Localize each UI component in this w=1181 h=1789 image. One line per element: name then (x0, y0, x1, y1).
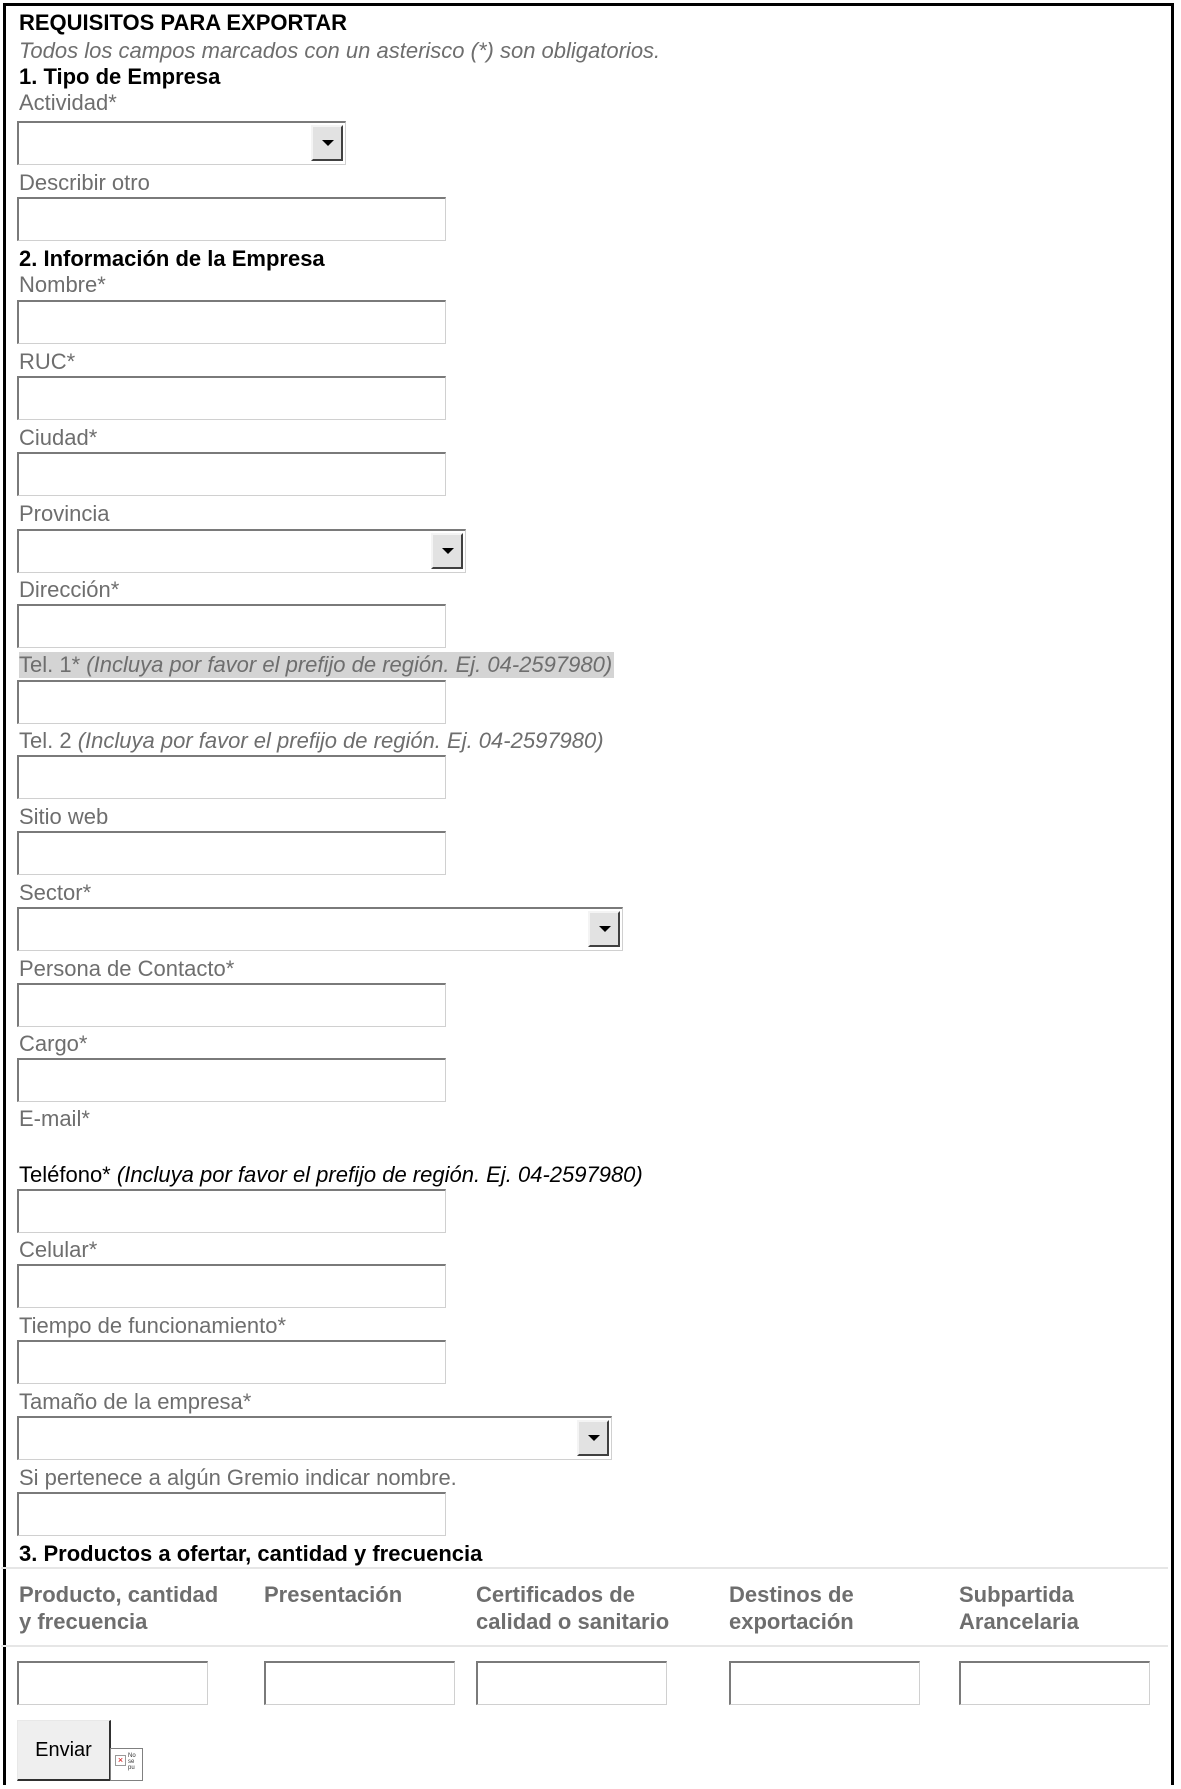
nombre-input[interactable] (17, 300, 446, 344)
tel2-label (19, 728, 604, 754)
table-header-border (1, 1645, 1168, 1647)
header-producto-line1: Producto, cantidad (19, 1582, 219, 1607)
form-title: REQUISITOS PARA EXPORTAR (19, 10, 348, 35)
required-fields-note: Todos los campos marcados con un asterisco (*) son obligatorios. (19, 38, 661, 63)
telefono-label-text: Teléfono* (19, 1162, 111, 1187)
presentacion-cell-input[interactable] (264, 1661, 455, 1705)
destinos-cell-input[interactable] (729, 1661, 920, 1705)
tel1-label-text: Tel. 1* (19, 652, 81, 677)
header-subpartida-line2: Arancelaria (959, 1609, 1079, 1634)
header-subpartida-line1: Subpartida (959, 1582, 1074, 1607)
ciudad-label: Ciudad* (19, 425, 98, 450)
tiempo-funcionamiento-input[interactable] (17, 1340, 446, 1384)
provincia-select[interactable] (17, 529, 466, 573)
ruc-label: RUC* (19, 349, 76, 374)
sitio-web-label: Sitio web (19, 804, 109, 829)
actividad-select[interactable] (17, 121, 346, 165)
header-destinos-line2: exportación (729, 1609, 854, 1634)
submit-button[interactable]: Enviar (17, 1720, 111, 1781)
sector-select[interactable] (17, 907, 623, 951)
email-label: E-mail* (19, 1106, 90, 1131)
header-producto-line2: y frecuencia (19, 1609, 148, 1634)
header-producto (19, 1581, 218, 1635)
producto-cell-input[interactable] (17, 1661, 208, 1705)
tel1-label (19, 652, 614, 678)
actividad-dropdown-arrow-icon[interactable] (311, 125, 343, 161)
broken-image-alt-text: No se pu (128, 1753, 136, 1771)
direccion-label: Dirección* (19, 577, 120, 602)
section-informacion-empresa: 2. Información de la Empresa (19, 246, 325, 271)
header-destinos-line1: Destinos de (729, 1582, 854, 1607)
telefono-hint: (Incluya por favor el prefijo de región. Ej. 04-2597980) (116, 1162, 643, 1187)
section-productos: 3. Productos a ofertar, cantidad y frecuencia (19, 1541, 483, 1566)
cargo-input[interactable] (17, 1058, 446, 1102)
provincia-dropdown-arrow-icon[interactable] (431, 533, 463, 569)
header-certificados-line2: calidad o sanitario (476, 1609, 670, 1634)
broken-image-x-icon: × (115, 1755, 126, 1766)
telefono-input[interactable] (17, 1189, 446, 1233)
tamano-empresa-select[interactable] (17, 1416, 612, 1460)
header-destinos (729, 1581, 854, 1635)
tel2-hint: (Incluya por favor el prefijo de región. Ej. 04-2597980) (77, 728, 604, 753)
header-subpartida (959, 1581, 1079, 1635)
provincia-label: Provincia (19, 501, 110, 526)
gremio-input[interactable] (17, 1492, 446, 1536)
direccion-input[interactable] (17, 604, 446, 648)
tel1-hint: (Incluya por favor el prefijo de región. Ej. 04-2597980) (86, 652, 613, 677)
ruc-input[interactable] (17, 376, 446, 420)
celular-label: Celular* (19, 1237, 98, 1262)
header-presentacion (264, 1581, 402, 1608)
section-tipo-empresa: 1. Tipo de Empresa (19, 64, 221, 89)
header-presentacion-line1: Presentación (264, 1582, 403, 1607)
tel2-label-text: Tel. 2 (19, 728, 72, 753)
tel2-input[interactable] (17, 755, 446, 799)
nombre-label: Nombre* (19, 272, 106, 297)
sector-dropdown-arrow-icon[interactable] (588, 911, 620, 947)
describir-otro-input[interactable] (17, 197, 446, 241)
persona-contacto-label: Persona de Contacto* (19, 956, 235, 981)
actividad-label: Actividad* (19, 90, 117, 115)
sitio-web-input[interactable] (17, 831, 446, 875)
tel1-input[interactable] (17, 680, 446, 724)
tamano-empresa-label: Tamaño de la empresa* (19, 1389, 252, 1414)
gremio-label: Si pertenece a algún Gremio indicar nombre. (19, 1465, 457, 1490)
table-top-border (1, 1567, 1168, 1569)
ciudad-input[interactable] (17, 452, 446, 496)
broken-image-icon (110, 1748, 143, 1781)
certificados-cell-input[interactable] (476, 1661, 667, 1705)
describir-otro-label: Describir otro (19, 170, 150, 195)
header-certificados (476, 1581, 669, 1635)
header-certificados-line1: Certificados de (476, 1582, 635, 1607)
cargo-label: Cargo* (19, 1031, 88, 1056)
celular-input[interactable] (17, 1264, 446, 1308)
subpartida-cell-input[interactable] (959, 1661, 1150, 1705)
sector-label: Sector* (19, 880, 92, 905)
telefono-label (19, 1162, 643, 1188)
tiempo-funcionamiento-label: Tiempo de funcionamiento* (19, 1313, 287, 1338)
persona-contacto-input[interactable] (17, 983, 446, 1027)
tamano-empresa-dropdown-arrow-icon[interactable] (577, 1420, 609, 1456)
